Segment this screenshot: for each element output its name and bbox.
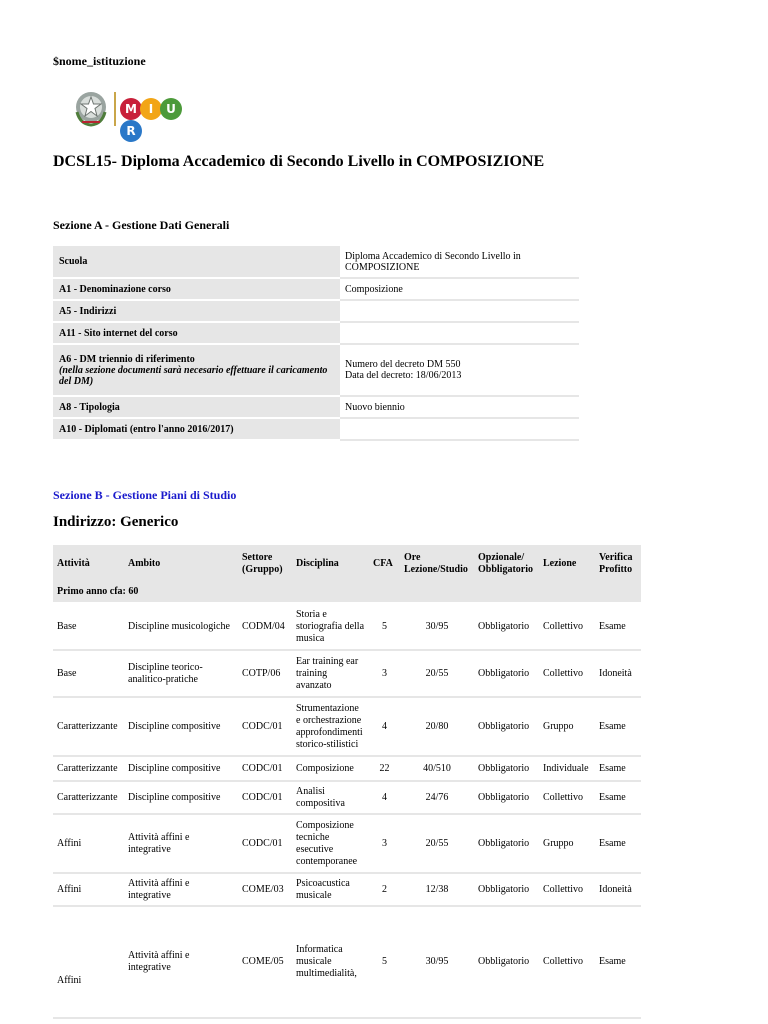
field-value-line: Diploma Accademico di Secondo Livello in — [345, 250, 521, 262]
field-value-line: COMPOSIZIONE — [345, 261, 420, 273]
field-value — [340, 301, 579, 323]
cell-verifica: Esame — [595, 782, 641, 815]
table-row — [53, 874, 641, 907]
field-label-text: A6 - DM triennio di riferimento — [59, 353, 195, 365]
cell-disciplina: Analisi compositiva — [292, 782, 369, 815]
cell-opzionale: Obbligatorio — [474, 604, 539, 651]
table-row — [53, 345, 579, 397]
cell-lezione: Collettivo — [539, 782, 595, 815]
table-row — [53, 301, 579, 323]
table-row — [53, 419, 579, 441]
cell-settore: COME/03 — [238, 874, 292, 907]
page-title: DCSL15- Diploma Accademico di Secondo Livello in COMPOSIZIONE — [53, 153, 545, 170]
cell-verifica: Esame — [595, 907, 641, 1019]
cell-opzionale: Obbligatorio — [474, 815, 539, 874]
col-ambito: Ambito — [124, 545, 238, 582]
cell-disciplina: Composizione tecniche esecutive contemporanee — [292, 815, 369, 874]
field-label-text: Scuola — [59, 256, 88, 267]
field-value-line: Composizione — [345, 283, 403, 295]
field-value-line: Nuovo biennio — [345, 401, 405, 413]
study-plan-table — [53, 545, 641, 1019]
cell-lezione: Gruppo — [539, 698, 595, 757]
cell-settore: CODC/01 — [238, 698, 292, 757]
cell-cfa: 5 — [369, 604, 400, 651]
cell-attivita: Caratterizzante — [53, 757, 124, 782]
field-value — [340, 345, 579, 397]
field-label-text: A5 - Indirizzi — [59, 305, 117, 317]
miur-logo — [120, 98, 192, 138]
cell-cfa: 22 — [369, 757, 400, 782]
cell-attivita: Caratterizzante — [53, 782, 124, 815]
cell-disciplina: Psicoacustica musicale — [292, 874, 369, 907]
field-value — [340, 246, 579, 279]
col-attivita: Attività — [53, 545, 124, 582]
cell-lezione: Collettivo — [539, 651, 595, 698]
field-value — [340, 323, 579, 345]
table-row — [53, 397, 579, 419]
field-label-text: A11 - Sito internet del corso — [59, 327, 178, 339]
cell-ambito: Discipline compositive — [124, 698, 238, 757]
cell-settore: COME/05 — [238, 907, 292, 1019]
cell-opzionale: Obbligatorio — [474, 782, 539, 815]
cell-opzionale: Obbligatorio — [474, 874, 539, 907]
logo-banner — [72, 88, 192, 138]
table-row — [53, 782, 641, 815]
table-row — [53, 604, 641, 651]
cell-settore: CODM/04 — [238, 604, 292, 651]
cell-ambito: Discipline teorico-analitico-pratiche — [124, 651, 238, 698]
cell-ore: 20/55 — [400, 651, 474, 698]
general-data-table — [53, 246, 579, 441]
col-disciplina: Disciplina — [292, 545, 369, 582]
cell-disciplina: Ear training ear training avanzato — [292, 651, 369, 698]
cell-attivita: Affini — [53, 874, 124, 907]
table-row — [53, 279, 579, 301]
cell-verifica: Esame — [595, 815, 641, 874]
cell-ambito: Discipline musicologiche — [124, 604, 238, 651]
field-label — [53, 323, 340, 345]
cell-cfa: 3 — [369, 651, 400, 698]
field-value — [340, 279, 579, 301]
cell-verifica: Idoneità — [595, 651, 641, 698]
table-header-row — [53, 545, 641, 582]
table-row — [53, 246, 579, 279]
cell-attivita: Base — [53, 604, 124, 651]
cell-ore: 24/76 — [400, 782, 474, 815]
cell-disciplina: Informatica musicale multimedialità, — [292, 907, 369, 1019]
cell-attivita: Affini — [53, 815, 124, 874]
field-label — [53, 246, 340, 279]
field-note: (nella sezione documenti sarà necesario effettuare il caricamento del DM) — [59, 364, 328, 387]
col-verifica: Verifica Profitto — [595, 545, 641, 582]
cell-settore: CODC/01 — [238, 815, 292, 874]
field-label-text: A10 - Diplomati (entro l'anno 2016/2017) — [59, 423, 234, 435]
field-label — [53, 279, 340, 301]
cell-verifica: Esame — [595, 604, 641, 651]
miur-letter: R — [120, 120, 142, 142]
cell-disciplina: Storia e storiografia della musica — [292, 604, 369, 651]
cell-opzionale: Obbligatorio — [474, 698, 539, 757]
col-settore: Settore (Gruppo) — [238, 545, 292, 582]
section-b-link[interactable]: Sezione B - Gestione Piani di Studio — [53, 488, 237, 502]
field-label-text: A8 - Tipologia — [59, 401, 120, 413]
field-label — [53, 419, 340, 441]
year-label: Primo anno cfa: 60 — [53, 582, 641, 604]
indirizzo-heading: Indirizzo: Generico — [53, 514, 179, 530]
table-row — [53, 815, 641, 874]
cell-disciplina: Strumentazione e orchestrazione approfondimenti storico-stilistici — [292, 698, 369, 757]
col-opzionale: Opzionale/ Obbligatorio — [474, 545, 539, 582]
cell-ore: 30/95 — [400, 907, 474, 1019]
cell-cfa: 3 — [369, 815, 400, 874]
italian-republic-emblem-icon — [72, 88, 110, 128]
table-row — [53, 757, 641, 782]
col-ore: Ore Lezione/Studio — [400, 545, 474, 582]
cell-verifica: Idoneità — [595, 874, 641, 907]
miur-letter: I — [140, 98, 162, 120]
cell-disciplina: Composizione — [292, 757, 369, 782]
cell-lezione: Gruppo — [539, 815, 595, 874]
cell-ore: 20/80 — [400, 698, 474, 757]
cell-ambito: Discipline compositive — [124, 782, 238, 815]
cell-verifica: Esame — [595, 698, 641, 757]
cell-lezione: Collettivo — [539, 907, 595, 1019]
cell-cfa: 4 — [369, 782, 400, 815]
cell-ore: 40/510 — [400, 757, 474, 782]
cell-settore: CODC/01 — [238, 782, 292, 815]
cell-verifica: Esame — [595, 757, 641, 782]
miur-letter: U — [160, 98, 182, 120]
cell-ore: 20/55 — [400, 815, 474, 874]
cell-attivita: Base — [53, 651, 124, 698]
field-label — [53, 301, 340, 323]
table-row — [53, 651, 641, 698]
cell-cfa: 2 — [369, 874, 400, 907]
field-value — [340, 419, 579, 441]
cell-ambito: Discipline compositive — [124, 757, 238, 782]
field-value-line: Numero del decreto DM 550 — [345, 359, 461, 370]
cell-cfa: 5 — [369, 907, 400, 1019]
cell-attivita: Caratterizzante — [53, 698, 124, 757]
col-cfa: CFA — [369, 545, 400, 582]
col-lezione: Lezione — [539, 545, 595, 582]
table-row — [53, 323, 579, 345]
cell-opzionale: Obbligatorio — [474, 907, 539, 1019]
field-label — [53, 397, 340, 419]
cell-ambito: Attività affini e integrative — [124, 907, 238, 1019]
year-row — [53, 582, 641, 604]
cell-settore: COTP/06 — [238, 651, 292, 698]
field-value — [340, 397, 579, 419]
logo-divider — [114, 92, 116, 126]
cell-lezione: Individuale — [539, 757, 595, 782]
cell-ambito: Attività affini e integrative — [124, 815, 238, 874]
cell-lezione: Collettivo — [539, 874, 595, 907]
field-value-line: Data del decreto: 18/06/2013 — [345, 370, 462, 381]
cell-ambito: Attività affini e integrative — [124, 874, 238, 907]
cell-attivita: Affini — [53, 907, 124, 1019]
table-row — [53, 907, 641, 1019]
section-a-heading: Sezione A - Gestione Dati Generali — [53, 218, 230, 232]
cell-lezione: Collettivo — [539, 604, 595, 651]
field-label-text: A1 - Denominazione corso — [59, 283, 171, 295]
cell-settore: CODC/01 — [238, 757, 292, 782]
table-row — [53, 698, 641, 757]
institution-name: $nome_istituzione — [53, 54, 146, 68]
cell-ore: 30/95 — [400, 604, 474, 651]
miur-letter: M — [120, 98, 142, 120]
field-label — [53, 345, 340, 397]
cell-opzionale: Obbligatorio — [474, 651, 539, 698]
cell-ore: 12/38 — [400, 874, 474, 907]
cell-opzionale: Obbligatorio — [474, 757, 539, 782]
cell-cfa: 4 — [369, 698, 400, 757]
